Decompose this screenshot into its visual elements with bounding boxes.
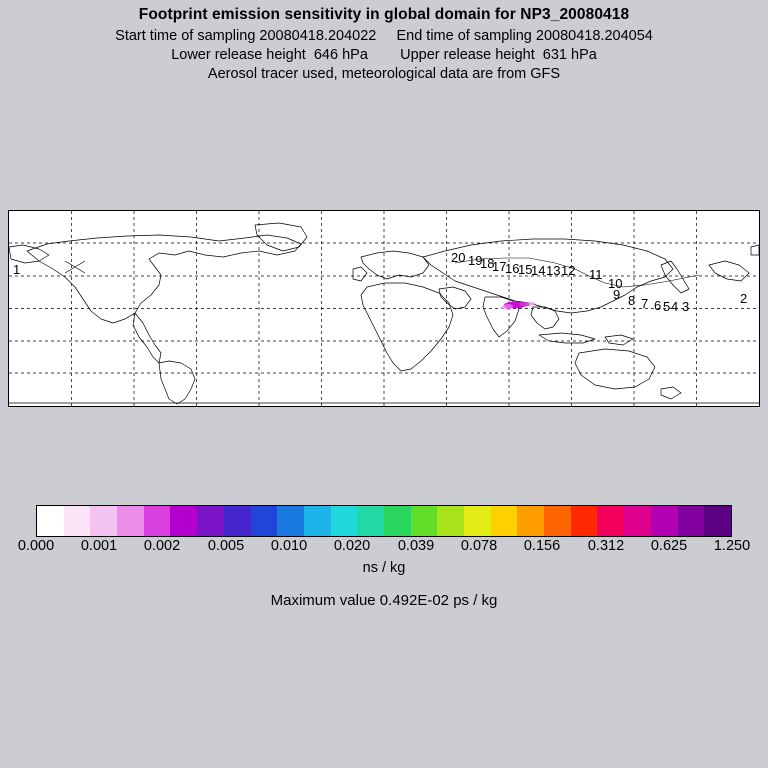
hour-label-19: 19 <box>468 253 483 268</box>
colorbar-tick: 0.001 <box>80 538 118 554</box>
colorbar-swatch <box>544 506 571 536</box>
colorbar-swatch <box>597 506 624 536</box>
colorbar-swatch <box>411 506 438 536</box>
colorbar-swatch <box>304 506 331 536</box>
colorbar-swatch <box>144 506 171 536</box>
colorbar-tick: 0.010 <box>270 538 308 554</box>
hour-label-6: 6 <box>654 298 662 313</box>
figure-header <box>0 6 768 85</box>
hour-label-17: 17 <box>492 259 507 274</box>
colorbar-tick: 0.020 <box>333 538 371 554</box>
hour-label-7: 7 <box>641 296 649 311</box>
colorbar-swatch <box>678 506 705 536</box>
colorbar-swatches <box>36 505 732 537</box>
colorbar-swatch <box>491 506 518 536</box>
colorbar-swatch <box>437 506 464 536</box>
hour-label-1: 1 <box>13 262 21 277</box>
colorbar-swatch <box>571 506 598 536</box>
hour-label-15: 15 <box>518 262 533 277</box>
colorbar-swatch <box>117 506 144 536</box>
colorbar-swatch <box>37 506 64 536</box>
hour-label-4: 4 <box>671 299 679 314</box>
colorbar-swatch <box>331 506 358 536</box>
tracer-meteo-line: Aerosol tracer used, meteorological data are from GFS <box>207 66 561 82</box>
colorbar <box>17 505 751 554</box>
colorbar-tick: 0.005 <box>207 538 245 554</box>
colorbar-unit-label: ns / kg <box>362 560 406 576</box>
hour-label-13: 13 <box>546 263 561 278</box>
hour-label-8: 8 <box>628 293 636 308</box>
hour-label-11: 11 <box>589 267 603 282</box>
hour-label-14: 14 <box>531 263 546 278</box>
colorbar-tick-labels <box>0 538 768 556</box>
hour-label-16: 16 <box>505 261 520 276</box>
colorbar-swatch <box>224 506 251 536</box>
colorbar-tick: 0.312 <box>587 538 625 554</box>
colorbar-tick: 0.078 <box>460 538 498 554</box>
colorbar-tick: 1.250 <box>713 538 751 554</box>
hour-label-5: 5 <box>663 299 671 314</box>
hour-label-20: 20 <box>451 250 466 265</box>
hour-label-9: 9 <box>613 287 621 302</box>
hour-label-10: 10 <box>608 276 623 291</box>
colorbar-swatch <box>64 506 91 536</box>
trajectory-hour-labels <box>9 211 759 406</box>
map-panel <box>8 210 760 407</box>
colorbar-tick: 0.000 <box>17 538 55 554</box>
colorbar-swatch <box>170 506 197 536</box>
colorbar-tick: 0.625 <box>650 538 688 554</box>
maximum-value-label: Maximum value 0.492E-02 ps / kg <box>270 592 498 609</box>
colorbar-tick: 0.039 <box>397 538 435 554</box>
colorbar-tick: 0.156 <box>523 538 561 554</box>
colorbar-tick: 0.002 <box>143 538 181 554</box>
colorbar-swatch <box>251 506 278 536</box>
colorbar-swatch <box>464 506 491 536</box>
colorbar-swatch <box>704 506 731 536</box>
sampling-time-line: Start time of sampling 20080418.204022 End time of sampling 20080418.204054 <box>115 28 653 44</box>
hour-label-3: 3 <box>682 299 690 314</box>
colorbar-swatch <box>197 506 224 536</box>
hour-label-18: 18 <box>480 256 495 271</box>
hour-label-12: 12 <box>561 263 576 278</box>
colorbar-swatch <box>90 506 117 536</box>
colorbar-swatch <box>357 506 384 536</box>
colorbar-swatch <box>517 506 544 536</box>
colorbar-swatch <box>651 506 678 536</box>
release-height-line: Lower release height 646 hPa Upper release height 631 hPa <box>171 47 597 63</box>
hour-label-2: 2 <box>740 291 748 306</box>
colorbar-swatch <box>277 506 304 536</box>
page-title: Footprint emission sensitivity in global domain for NP3_20080418 <box>138 6 630 23</box>
colorbar-swatch <box>384 506 411 536</box>
colorbar-swatch <box>624 506 651 536</box>
